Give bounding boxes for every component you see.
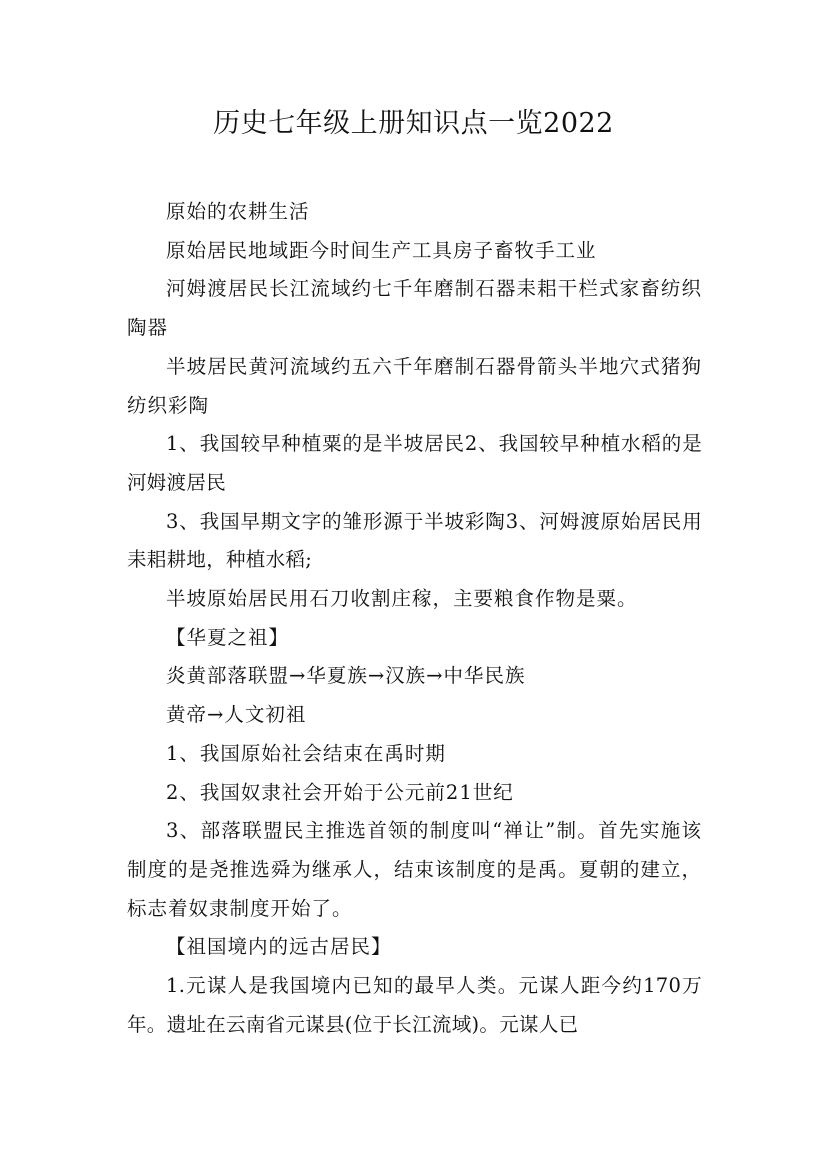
paragraph: 半坡居民黄河流域约五六千年磨制石器骨箭头半地穴式猪狗纺织彩陶 — [127, 354, 702, 417]
paragraph: 1、我国较早种植粟的是半坡居民2、我国较早种植水稻的是河姆渡居民 — [127, 432, 702, 494]
section-heading: 【祖国境内的远古居民】 — [166, 935, 392, 959]
section-heading: 【华夏之祖】 — [166, 625, 290, 649]
paragraph: 3、我国早期文字的雏形源于半坡彩陶3、河姆渡原始居民用耒耜耕地，种植水稻; — [127, 509, 702, 572]
paragraph: 2、我国奴隶社会开始于公元前21世纪 — [166, 780, 514, 804]
paragraph: 1、我国原始社会结束在禹时期 — [166, 741, 446, 765]
paragraph: 半坡原始居民用石刀收割庄稼，主要粮食作物是粟。 — [166, 587, 638, 611]
paragraph: 河姆渡居民长江流域约七千年磨制石器耒耜干栏式家畜纺织陶器 — [127, 277, 702, 340]
paragraph: 炎黄部落联盟→华夏族→汉族→中华民族 — [166, 664, 526, 688]
document-title: 历史七年级上册知识点一览2022 — [213, 108, 614, 139]
section-heading: 原始的农耕生活 — [166, 200, 310, 223]
paragraph: 3、部落联盟民主推选首领的制度叫“禅让”制。首先实施该制度的是尧推选舜为继承人，结束该制度的是禹。夏朝的建立，标志着奴隶制度开始了。 — [127, 819, 702, 920]
table-header-line: 原始居民地域距今时间生产工具房子畜牧手工业 — [166, 238, 597, 262]
paragraph: 黄帝→人文初祖 — [166, 703, 307, 727]
paragraph: 1.元谋人是我国境内已知的最早人类。元谋人距今约170万年。遗址在云南省元谋县(位于长江流域)。元谋人已 — [127, 974, 702, 1036]
document-body — [127, 193, 702, 1044]
